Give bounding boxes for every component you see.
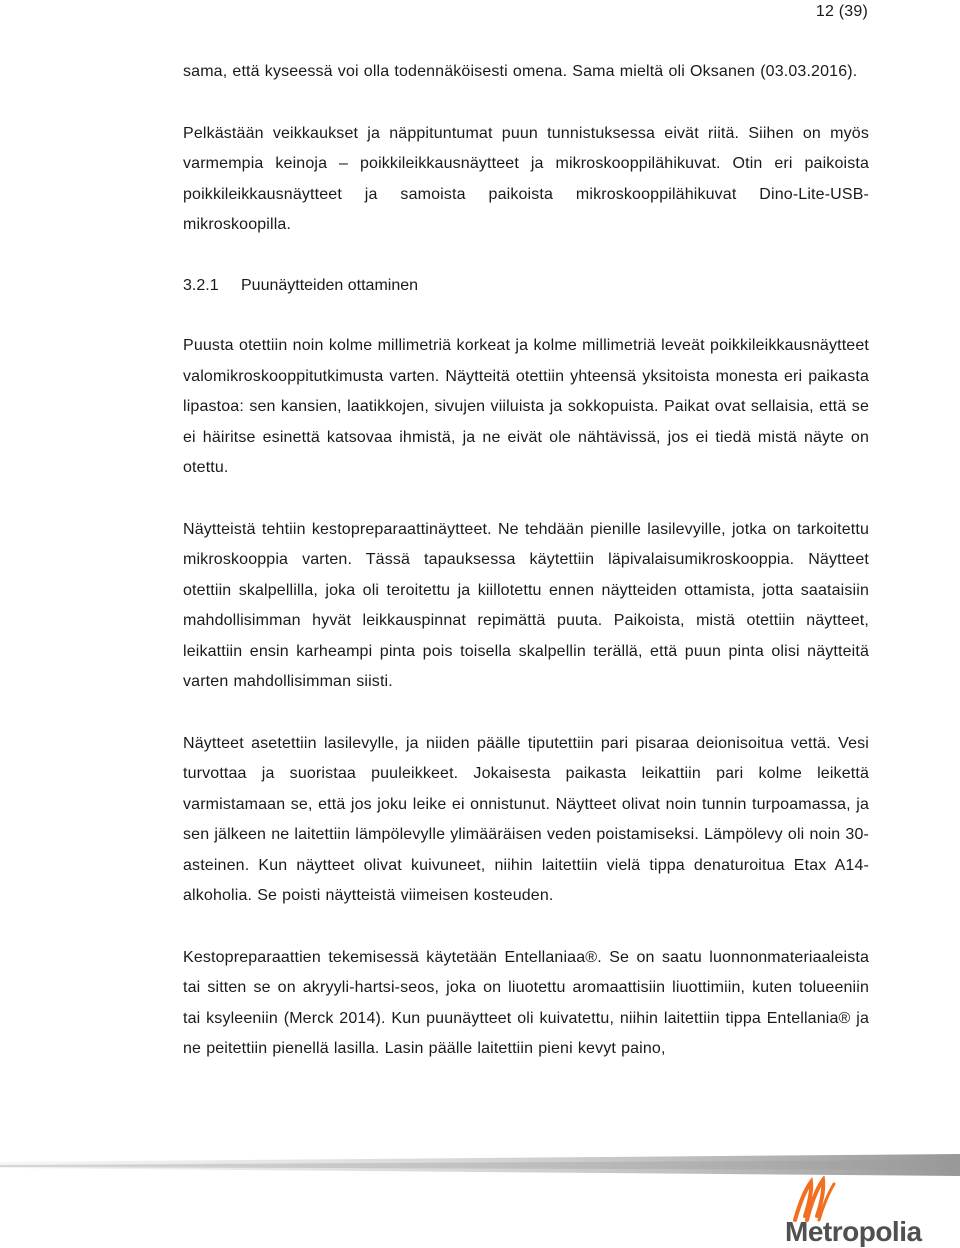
paragraph: Näytteistä tehtiin kestopreparaattinäytteet. Ne tehdään pienille lasilevyille, jotka on tarkoitettu mikroskooppia varten. Tässä tapauksessa käytettiin läpivalaisumikroskooppia. Näytteet otettiin skalpellilla, joka oli teroitettu ja kiillotettu ennen näytteiden ottamista, jotta saataisiin mahdollisimman hyvät leikkauspinnat repimättä puuta. Paikoista, mistä otettiin näytteet, leikattiin ensin karheampi pinta pois toisella skalpellin terällä, että puun pinta olisi näytteitä varten mahdollisimman siisti. <box>183 520 869 690</box>
section-number: 3.2.1 <box>183 276 219 294</box>
document-body <box>183 57 869 1065</box>
metropolia-logo <box>785 1176 925 1248</box>
section-title: Puunäytteiden ottaminen <box>241 276 419 294</box>
paragraph: Kestopreparaattien tekemisessä käytetään Entellaniaa®. Se on saatu luonnonmateriaaleista tai sitten se on akryyli-hartsi-seos, joka on liuotettu aromaattisiin liuottimiin, kuten tolueeniin tai ksyleeniin (Merck 2014). Kun puunäytteet oli kuivatettu, niihin laitettiin tippa Entellania® ja ne peitettiin pienellä lasilla. Lasin päälle laitettiin pieni kevyt paino, <box>183 948 869 1057</box>
paragraph: sama, että kyseessä voi olla todennäköisesti omena. Sama mieltä oli Oksanen (03.03.2016). <box>183 63 858 80</box>
paragraph: Puusta otettiin noin kolme millimetriä korkeat ja kolme millimetriä leveät poikkileikkausnäytteet valomikroskooppitutkimusta varten. Näytteitä otettiin yhteensä yksitoista monesta eri paikasta lipastoa: sen kansien, laatikkojen, sivujen viiluista ja sokkopuista. Paikat ovat sellaisia, että se ei häiritse esinettä katsovaa ihmistä, ja ne eivät ole nähtävissä, jos ei tiedä mistä näyte on otettu. <box>183 337 869 476</box>
section-heading <box>183 271 869 302</box>
page-number: 12 (39) <box>815 3 868 20</box>
paragraph: Näytteet asetettiin lasilevylle, ja niiden päälle tiputettiin pari pisaraa deionisoitua vettä. Vesi turvottaa ja suoristaa puuleikkeet. Jokaisesta paikasta leikattiin pari kolme leikettä varmistamaan se, että jos joku leike ei onnistunut. Näytteet olivat noin tunnin turpoamassa, ja sen jälkeen ne laitettiin lämpölevylle ylimääräisen veden poistamiseksi. Lämpölevy oli noin 30-asteinen. Kun näytteet olivat kuivuneet, niihin laitettiin vielä tippa denaturoitua Etax A14-alkoholia. Se poisti näytteistä viimeisen kosteuden. <box>183 734 869 904</box>
paragraph: Pelkästään veikkaukset ja näppituntumat puun tunnistuksessa eivät riitä. Siihen on myös varmempia keinoja – poikkileikkausnäytteet ja mikroskooppilähikuvat. Otin eri paikoista poikkileikkausnäytteet ja samoista paikoista mikroskooppilähikuvat Dino-Lite-USB-mikroskoopilla. <box>183 124 869 233</box>
logo-wordmark: Metropolia <box>785 1216 922 1247</box>
footer-band <box>0 1150 960 1176</box>
